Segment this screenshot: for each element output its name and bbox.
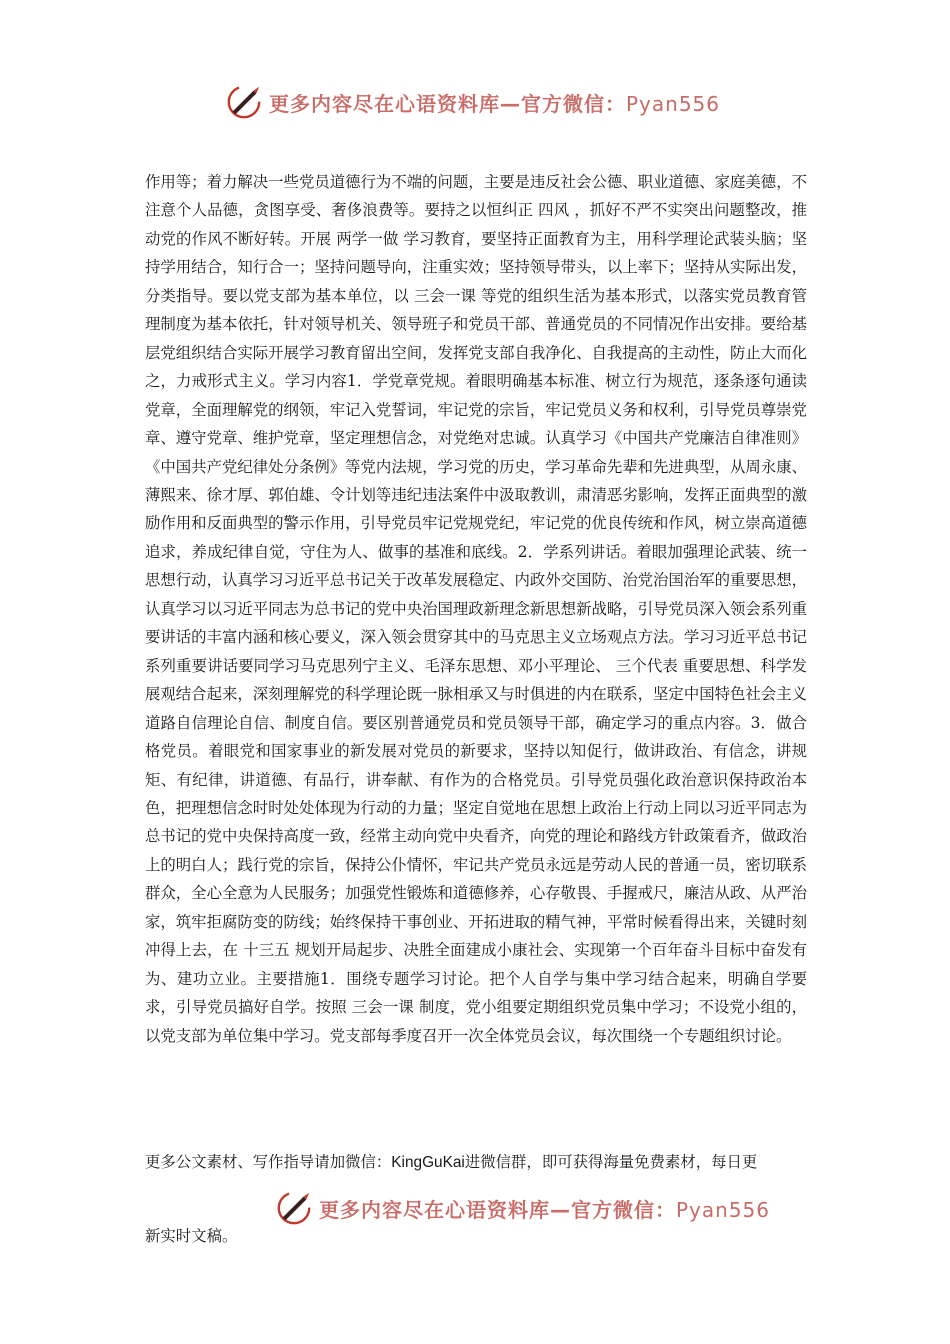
footer-tail-text: 新实时文稿。	[145, 1227, 238, 1245]
footer-suffix: 进微信群，即可获得海量免费素材，每日更	[464, 1153, 758, 1171]
footer-banner-text: 更多内容尽在心语资料库—官方微信：Pyan556	[319, 1197, 771, 1222]
document-body: 作用等；着力解决一些党员道德行为不端的问题，主要是违反社会公德、职业道德、家庭美德，不注意个人品德，贪图享受、奢侈浪费等。要持之以恒纠正 四风 ，抓好不严不实突出问题整改，推动党的作风不断好转。开展 两学一做 学习教育，要坚持正面教育为主，用科学理论武装头脑；坚持学用结合，知行合一；坚持问题导向，注重实效；坚持领导带头，以上率下；坚持从实际出发，分类指导。要以党支部为基本单位，以 三会一课 等党的组织生活为基本形式，以落实党员教育管理制度为基本依托，针对领导机关、领导班子和党员干部、普通党员的不同情况作出安排。要给基层党组织结合实际开展学习教育留出空间，发挥党支部自我净化、自我提高的主动性，防止大而化之，力戒形式主义。学习内容1．学党章党规。着眼明确基本标准、树立行为规范，逐条逐句通读党章，全面理解党的纲领，牢记入党誓词，牢记党的宗旨，牢记党员义务和权利，引导党员尊崇党章、遵守党章、维护党章，坚定理想信念，对党绝对忠诚。认真学习《中国共产党廉洁自律准则》《中国共产党纪律处分条例》等党内法规，学习党的历史，学习革命先辈和先进典型，从周永康、薄熙来、徐才厚、郭伯雄、令计划等违纪违法案件中汲取教训，肃清恶劣影响，发挥正面典型的激励作用和反面典型的警示作用，引导党员牢记党规党纪，牢记党的优良传统和作风，树立崇高道德追求，养成纪律自觉，守住为人、做事的基准和底线。2．学系列讲话。着眼加强理论武装、统一思想行动，认真学习习近平总书记关于改革发展稳定、内政外交国防、治党治国治军的重要思想，认真学习以习近平同志为总书记的党中央治国理政新理念新思想新战略，引导党员深入领会系列重要讲话的丰富内涵和核心要义，深入领会贯穿其中的马克思主义立场观点方法。学习习近平总书记系列重要讲话要同学习马克思列宁主义、毛泽东思想、邓小平理论、 三个代表 重要思想、科学发展观结合起来，深刻理解党的科学理论既一脉相承又与时俱进的内在联系，坚定中国特色社会主义道路自信理论自信、制度自信。要区别普通党员和党员领导干部，确定学习的重点内容。3．做合格党员。着眼党和国家事业的新发展对党员的新要求，坚持以知促行，做讲政治、有信念，讲规矩、有纪律，讲道德、有品行，讲奉献、有作为的合格党员。引导党员强化政治意识保持政治本色，把理想信念时时处处体现为行动的力量；坚定自觉地在思想上政治上行动上同以习近平同志为总书记的党中央保持高度一致，经常主动向党中央看齐，向党的理论和路线方针政策看齐，做政治上的明白人；践行党的宗旨，保持公仆情怀，牢记共产党员永远是劳动人民的普通一员，密切联系群众，全心全意为人民服务；加强党性锻炼和道德修养，心存敬畏、手握戒尺，廉洁从政、从严治家，筑牢拒腐防变的防线；始终保持干事创业、开拓进取的精气神，平常时候看得出来，关键时刻冲得上去，在 十三五 规划开局起步、决胜全面建成小康社会、实现第一个百年奋斗目标中奋发有为、建功立业。主要措施1．围绕专题学习讨论。把个人自学与集中学习结合起来，明确自学要求，引导党员搞好自学。按照 三会一课 制度，党小组要定期组织党员集中学习；不设党小组的，以党支部为单位集中学习。党支部每季度召开一次全体党员会议，每次围绕一个专题组织讨论。	[145, 173, 807, 1045]
footer-wechat: KingGuKai	[391, 1154, 465, 1171]
footer-banner	[275, 1186, 770, 1230]
footer-prefix: 更多公文素材、写作指导请加微信：	[145, 1153, 392, 1171]
pen-swirl-logo-icon	[225, 83, 263, 121]
header-banner-text: 更多内容尽在心语资料库—官方微信：Pyan556	[269, 91, 721, 116]
footer-promo-line	[145, 1149, 807, 1176]
header-banner-wechat-id: Pyan556	[626, 91, 721, 116]
header-banner	[225, 80, 720, 124]
pen-swirl-logo-icon	[275, 1189, 313, 1227]
footer-banner-wechat-id: Pyan556	[676, 1197, 771, 1222]
